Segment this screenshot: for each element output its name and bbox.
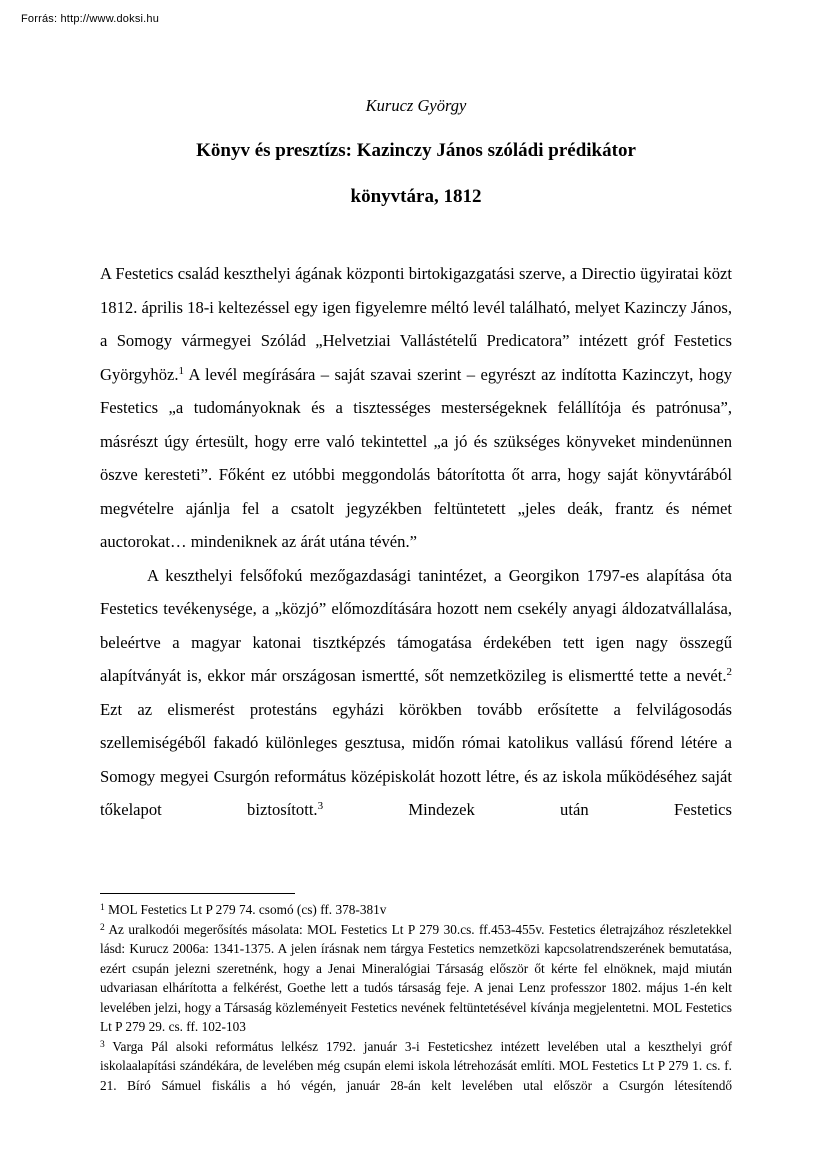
footnote-area — [100, 893, 732, 1095]
footnote-item: $^1$ MOL Festetics Lt P 279 74. csomó (cs) ff. 378-381v — [100, 902, 387, 917]
paragraph: A keszthelyi felsőfokú mezőgazdasági tanintézet, a Georgikon 1797-es alapítása óta Festetics tevékenysége, a „közjó” előmozdítására hozott nem csekély anyagi áldozatvállalása, beleértve a magyar katonai tisztképzés támogatása érdekében tett igen nagy összegű alapítványát is, ekkor már országosan ismertté, sőt nemzetközileg is elismertté tette a nevét.$^2$ Ezt az elismerést protestáns egyházi körökben tovább erősítette a felvilágosodás szellemiségéből fakadó különleges gesztusa, midőn római katolikus vallású főrend létére a Somogy megyei Csurgón református középiskolát hozott létre, és az iskola működéséhez saját tőkelapot biztosított.$^3$ Mindezek után Festetics — [100, 565, 733, 819]
footnote-separator — [100, 893, 295, 894]
article-title-line2: könyvtára, 1812 — [350, 186, 482, 207]
footnotes-list — [100, 900, 732, 1095]
footnote-item: $^3$ Varga Pál alsoki református lelkész 1792. január 3-i Festeticshez intézett levelében utal a keszthelyi gróf iskolaalapítási szándékára, de levelében még csupán elemi iskola létrehozását említi. MOL Festetics Lt P 279 1. cs. f. 21. Bíró Sámuel fiskális a hó végén, január 28-án kelt levelében utal először a Csurgón létesítendő — [100, 1038, 732, 1093]
source-url-label: Forrás: http://www.doksi.hu — [21, 13, 160, 25]
body-paragraphs — [100, 257, 732, 827]
author-name: Kurucz György — [365, 96, 467, 115]
footnote-item: $^2$ Az uralkodói megerősítés másolata: MOL Festetics Lt P 279 30.cs. ff.453-455v. Festetics életrajzához részletekkel lásd: Kurucz 2006a: 1341-1375. A jelen írásnak nem tárgya Festetics nemzetközi kapcsolatrendszerének bemutatása, ezért csupán jelezni szeretnénk, hogy a Jenai Mineralógiai Társaság először őt kérte fel elnöknek, majd miután udvariasan elhárította a felkérést, Goethe lett a tudós társaság feje. A jenai Lenz professzor 1802. május 1-én kelt levelében jelzi, hogy a Társaság közleményeit Festetics nevének feltüntetésével kívánja megjelentetni. MOL Festetics Lt P 279 29. cs. ff. 102-103 — [100, 921, 732, 1034]
article-title — [100, 128, 732, 220]
footnote-reference: 3 — [317, 800, 324, 812]
footnote-marker: 2 — [100, 922, 105, 933]
footnote-reference: 2 — [726, 666, 732, 678]
article-title-line1: Könyv és presztízs: Kazinczy János szóládi prédikátor — [196, 140, 636, 161]
footnote-marker: 1 — [100, 903, 105, 913]
footnote-reference: 1 — [178, 364, 185, 377]
paragraph: A Festetics család keszthelyi ágának központi birtokigazgatási szerve, a Directio ügyiratai közt 1812. április 18-i keltezéssel egy igen figyelemre méltó levél található, melyet Kazinczy János, a Somogy vármegyei Szólád „Helvetziai Vallástételű Predicatora” intézett gróf Festetics Györgyhöz.$^1$ A levél megírására – saját szavai szerint – egyrészt az indította Kazinczyt, hogy Festetics „a tudományoknak és a tisztességes mesterségeknek felállítója és patrónusa”, másrészt úgy értesült, hogy erre való tekintettel „a jó és szükséges könyveket mindenünnen öszve keresteti”. Főként ez utóbbi meggondolás bátorította őt arra, hogy saját könyvtárából megvételre ajánlja fel a csatolt jegyzékben feltüntetett „jeles deák, frantz és német auctorokat… mindeniknek az árát utána tévén.” — [100, 264, 732, 551]
footnote-marker: 3 — [100, 1039, 105, 1050]
article-content — [100, 0, 732, 827]
